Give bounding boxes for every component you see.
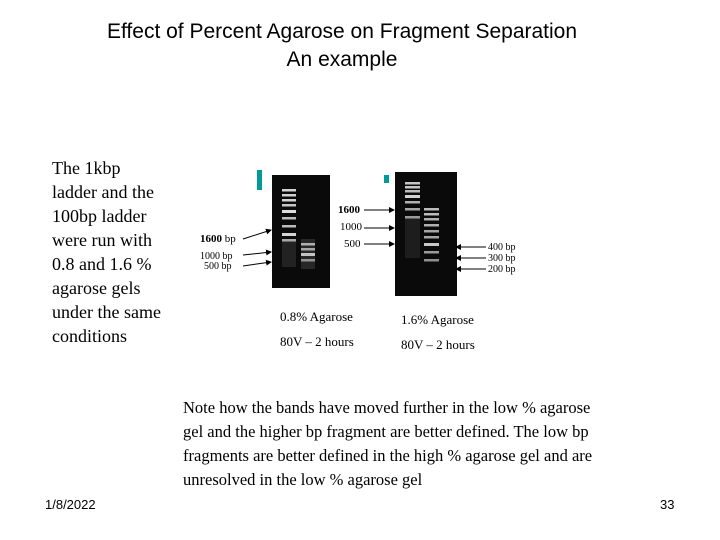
title-line-2: An example xyxy=(286,48,398,71)
title-line-1: Effect of Percent Agarose on Fragment Separation xyxy=(106,20,578,43)
right-gel-agarose: 1.6% Agarose xyxy=(401,312,474,327)
footer-date: 1/8/2022 xyxy=(45,497,96,512)
page-number: 33 xyxy=(660,497,675,512)
label-200-bp: 200 bp xyxy=(488,264,516,275)
side-note: The 1kbp ladder and the 100bp ladder were run with 0.8 and 1.6 % agarose gels under the same conditions xyxy=(52,158,161,346)
label-1600-bp: 1600 bp xyxy=(200,233,236,245)
arrow-1000-bp xyxy=(243,252,271,255)
label-400-bp: 400 bp xyxy=(488,242,516,253)
label-1000: 1000 xyxy=(340,221,362,233)
label-500-bp: 500 bp xyxy=(204,261,232,272)
arrow-500-bp xyxy=(243,262,271,266)
arrow-1600-bp xyxy=(243,230,271,239)
right-gel-conditions: 80V – 2 hours xyxy=(401,337,475,352)
left-gel-conditions: 80V – 2 hours xyxy=(280,334,354,349)
label-300-bp: 300 bp xyxy=(488,253,516,264)
label-1600: 1600 xyxy=(338,204,360,216)
label-500: 500 xyxy=(344,238,361,250)
explanation-note: Note how the bands have moved further in the low % agarose gel and the higher bp fragment are better defined. The low bp fragments are better defined in the high % agarose gel and are unresolved in the low % agarose gel xyxy=(183,398,593,489)
label-1000-bp: 1000 bp xyxy=(200,251,233,262)
left-gel-agarose: 0.8% Agarose xyxy=(280,309,353,324)
